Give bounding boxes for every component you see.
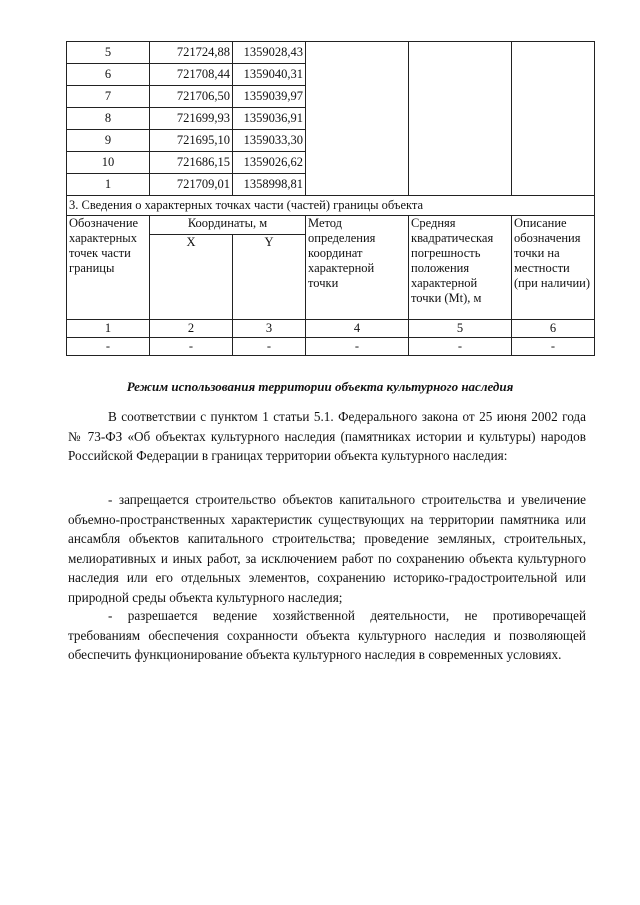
section-title-row bbox=[67, 196, 595, 216]
column-numbers-row bbox=[67, 320, 595, 338]
empty-cell: - bbox=[512, 338, 595, 356]
header-accuracy: Средняя квадратическая погрешность положения характерной точки (Mt), м bbox=[409, 216, 512, 320]
empty-cell: - bbox=[67, 338, 150, 356]
header-designation: Обозначение характерных точек части границы bbox=[67, 216, 150, 320]
coord-x: 721724,88 bbox=[150, 42, 233, 64]
coord-x: 721706,50 bbox=[150, 86, 233, 108]
column-number: 5 bbox=[409, 320, 512, 338]
column-number: 2 bbox=[150, 320, 233, 338]
header-row bbox=[67, 216, 595, 235]
column-number: 3 bbox=[233, 320, 306, 338]
coord-y: 1359039,97 bbox=[233, 86, 306, 108]
point-number: 10 bbox=[67, 152, 150, 174]
prohibited-paragraph: - запрещается строительство объектов капитального строительства и увеличение объемно-пространственных характеристик существующих на территории памятника или ансамбля объектов капитального строительства; проведение земляных, строительных, мелиоративных и иных работ, за исключением работ по сохранению объекта культурного наследия или его отдельных элементов, сохранению историко-градостроительной или природной среды объекта культурного наследия; bbox=[68, 492, 586, 605]
regime-intro-paragraph: В соответствии с пунктом 1 статьи 5.1. Федерального закона от 25 июня 2002 года № 73-ФЗ «Об объектах культурного наследия (памятниках истории и культуры) народов Российской Федерации в границах территории объекта культурного наследия: bbox=[68, 409, 586, 463]
column-number: 4 bbox=[306, 320, 409, 338]
coord-x: 721709,01 bbox=[150, 174, 233, 196]
empty-cell: - bbox=[233, 338, 306, 356]
allowed-paragraph: - разрешается ведение хозяйственной деятельности, не противоречащей требованиям обеспечения сохранности объекта культурного наследия и позволяющей обеспечить функционирование объекта культурного наследия в современных условиях. bbox=[68, 608, 586, 662]
regime-title: Режим использования территории объекта культурного наследия bbox=[126, 379, 514, 394]
coord-x: 721699,93 bbox=[150, 108, 233, 130]
coord-y: 1359036,91 bbox=[233, 108, 306, 130]
point-number: 7 bbox=[67, 86, 150, 108]
method-cell bbox=[306, 42, 409, 196]
coord-x: 721686,15 bbox=[150, 152, 233, 174]
coord-y: 1359026,62 bbox=[233, 152, 306, 174]
point-number: 5 bbox=[67, 42, 150, 64]
header-y: Y bbox=[233, 235, 306, 320]
section-title: 3. Сведения о характерных точках части (частей) границы объекта bbox=[67, 196, 595, 216]
coord-x: 721708,44 bbox=[150, 64, 233, 86]
empty-cell: - bbox=[409, 338, 512, 356]
point-number: 8 bbox=[67, 108, 150, 130]
empty-data-row bbox=[67, 338, 595, 356]
column-number: 1 bbox=[67, 320, 150, 338]
empty-cell: - bbox=[306, 338, 409, 356]
header-method: Метод определения координат характерной точки bbox=[306, 216, 409, 320]
header-description: Описание обозначения точки на местности (при наличии) bbox=[512, 216, 595, 320]
description-cell bbox=[512, 42, 595, 196]
boundary-points-table bbox=[66, 41, 595, 356]
coord-y: 1359028,43 bbox=[233, 42, 306, 64]
column-number: 6 bbox=[512, 320, 595, 338]
point-number: 6 bbox=[67, 64, 150, 86]
header-x: X bbox=[150, 235, 233, 320]
coord-y: 1358998,81 bbox=[233, 174, 306, 196]
empty-cell: - bbox=[150, 338, 233, 356]
coord-y: 1359033,30 bbox=[233, 130, 306, 152]
header-coords: Координаты, м bbox=[150, 216, 306, 235]
point-number: 1 bbox=[67, 174, 150, 196]
point-number: 9 bbox=[67, 130, 150, 152]
table-row bbox=[67, 42, 595, 64]
accuracy-cell bbox=[409, 42, 512, 196]
coord-y: 1359040,31 bbox=[233, 64, 306, 86]
coord-x: 721695,10 bbox=[150, 130, 233, 152]
